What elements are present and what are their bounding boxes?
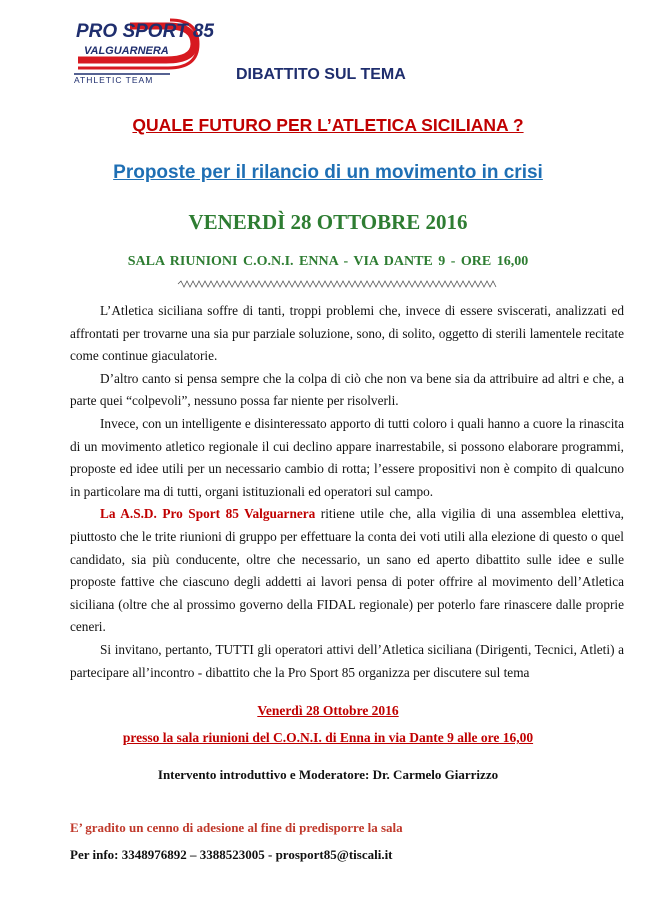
decorative-divider	[178, 280, 478, 288]
paragraph-1: L’Atletica siciliana soffre di tanti, troppi problemi che, invece di essere sviscerati, analizzati ed affrontati per trovarne una sia pur parziale soluzione, sono, di solito, oggetto di sterili lamentele recitate come continue giaculatorie.	[70, 303, 624, 364]
body-text	[70, 300, 624, 684]
rsvp-note: E’ gradito un cenno di adesione al fine di predisporre la sala	[70, 820, 403, 835]
paragraph-2: D’altro canto si pensa sempre che la colpa di ciò che non va bene sia da attribuire ad altri e che, a parte quei “colpevoli”, nessuno possa far niente per risolverli.	[70, 370, 624, 409]
organization-name: La A.S.D. Pro Sport 85 Valguarnera	[100, 506, 316, 522]
main-title: QUALE FUTURO PER L’ATLETICA SICILIANA ?	[132, 115, 524, 135]
paragraph-4	[70, 503, 624, 639]
moderator-line: Intervento introduttivo e Moderatore: Dr. Carmelo Giarrizzo	[157, 767, 499, 782]
event-venue: SALA RIUNIONI C.O.N.I. ENNA - VIA DANTE 9 - ORE 16,00	[127, 254, 529, 269]
contact-info: Per info: 3348976892 – 3388523005 - prosport85@tiscali.it	[70, 847, 393, 862]
closing-location: presso la sala riunioni del C.O.N.I. di Enna in via Dante 9 alle ore 16,00	[122, 730, 534, 745]
paragraph-5: Si invitano, pertanto, TUTTI gli operatori attivi dell’Atletica siciliana (Dirigenti, Tecnici, Atleti) a partecipare all’incontro - dibattito che la Pro Sport 85 organizza per discutere sul tema	[70, 641, 624, 680]
subtitle: Proposte per il rilancio di un movimento in crisi	[113, 162, 543, 183]
event-date: VENERDÌ 28 OTTOBRE 2016	[188, 210, 468, 234]
paragraph-3: Invece, con un intelligente e disinteressato apporto di tutti coloro i quali hanno a cuore la rinascita di un movimento atletico regionale il cui declino appare inarrestabile, si possono elaborare programmi, proposte ed idee utili per un necessario cambio di rotta; l’essere propositivi non è compito di qualcuno in particolare ma di tutti, organi istituzionali ed operatori sul campo.	[70, 415, 624, 499]
closing-date: Venerdì 28 Ottobre 2016	[257, 703, 399, 718]
pro-sport-85-logo	[70, 14, 214, 85]
paragraph-4-text: ritiene utile che, alla vigilia di una assemblea elettiva, piuttosto che le trite riunioni di gruppo per effettuare la conta dei voti utili alla elezione di questo o quel candidato, sia più conducente, oltre che necessario, un sano ed aperto dibattito sulle idee e sulle proposte fattive che ciascuno degli addetti ai lavori pensa di poter offrire al movimento dell’Atletica siciliana (oltre che al prossimo governo della FIDAL regionale) per poterlo fare rinascere dalle proprie ceneri.	[70, 506, 624, 635]
logo-place: VALGUARNERA	[84, 45, 169, 57]
logo-team: ATHLETIC TEAM	[74, 75, 154, 85]
running-track-icon	[70, 14, 214, 85]
kicker-text: DIBATTITO SUL TEMA	[236, 66, 406, 83]
logo-name: PRO SPORT 85	[76, 21, 214, 42]
